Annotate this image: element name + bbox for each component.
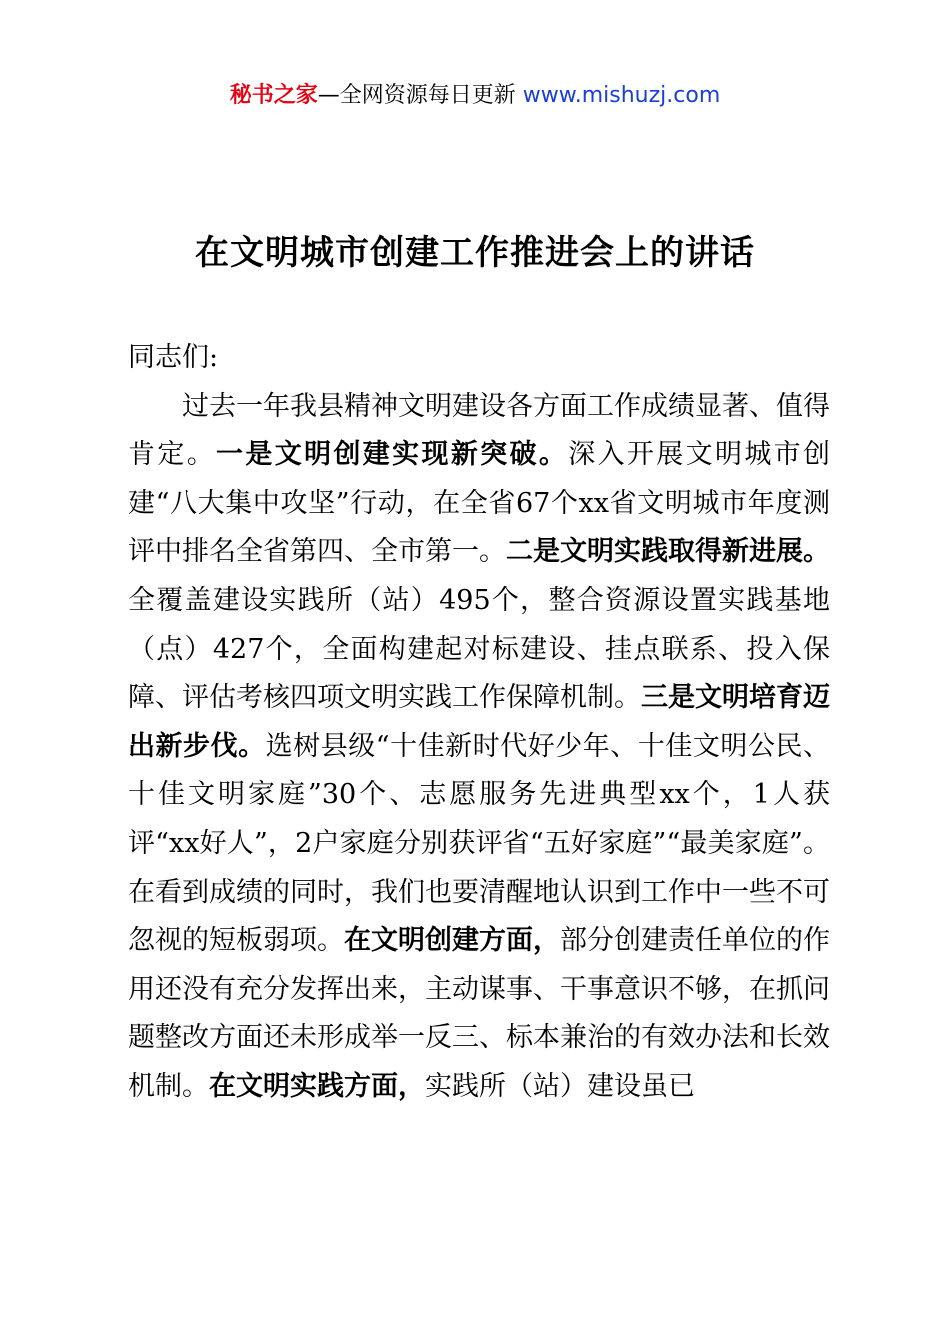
brand-name: 秘书之家 — [229, 83, 318, 108]
bold-heading-run: 在文明实践方面， — [209, 1070, 425, 1102]
bold-heading-run: 一是文明创建实现新突破。 — [216, 439, 569, 471]
text-run: 全覆盖建设实践所（站）495个，整合资源设置实践基地（点）427个，全面构建起对标建设、挂点联系、投入保障、评估考核四项文明实践工作保障机制。 — [128, 584, 830, 714]
document-title: 在文明城市创建工作推进会上的讲话 — [195, 233, 755, 273]
text-run: 部分创建责任单位的作用还没有充分发挥出来，主动谋事、干事意识不够，在抓问题整改方面还未形成举一反三、标本兼治的有效办法和长效机制。 — [128, 925, 830, 1102]
document-body — [128, 334, 830, 1112]
bold-heading-run: 三是文明培育迈出新步伐。 — [128, 682, 830, 762]
site-header — [0, 82, 950, 110]
body-paragraph — [128, 383, 830, 1112]
bold-heading-run: 二是文明实践取得新进展。 — [506, 536, 830, 568]
salutation: 同志们: — [128, 342, 219, 373]
site-url-link[interactable]: www.mishuzj.com — [522, 83, 721, 108]
bold-heading-run: 在文明创建方面， — [344, 925, 560, 957]
text-run: 深入开展文明城市创建“八大集中攻坚”行动，在全省67个xx省文明城市年度测评中排名全省第四、全市第一。 — [128, 439, 831, 568]
text-run: 选树县级“十佳新时代好少年、十佳文明公民、十佳文明家庭”30个、志愿服务先进典型xx个，1人获评“xx好人”，2户家庭分别获评省“五好家庭”“最美家庭”。在看到成绩的同时，我们也要清醒地认识到工作中一些不可忽视的短板弱项。 — [128, 730, 830, 957]
header-tagline: —全网资源每日更新 — [317, 83, 523, 108]
text-run: 过去一年我县精神文明建设各方面工作成绩显著、值得肯定。 — [128, 390, 830, 471]
text-run: 实践所（站）建设虽已 — [425, 1070, 695, 1102]
